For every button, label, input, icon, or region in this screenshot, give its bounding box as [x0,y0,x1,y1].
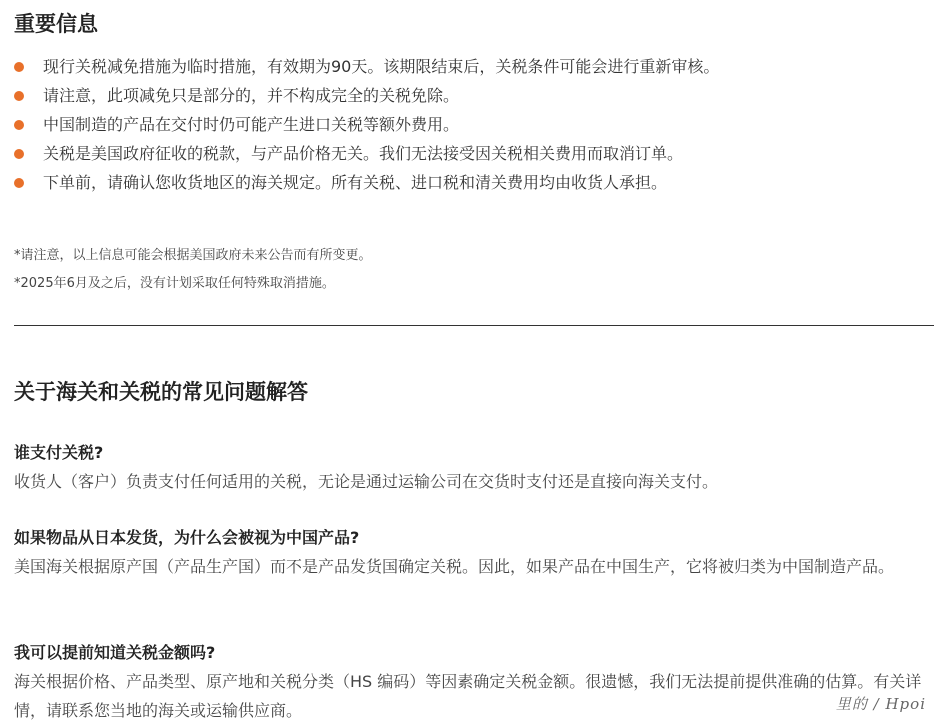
important-info-heading: 重要信息 [14,12,98,36]
faq-heading: 关于海关和关税的常见问题解答 [14,380,308,404]
faq-question: 我可以提前知道关税金额吗? [14,643,216,662]
bullet-dot-icon [14,178,24,188]
bullet-item [14,52,719,81]
bullet-item [14,81,719,110]
faq-answer: 美国海关根据原产国（产品生产国）而不是产品发货国确定关税。因此，如果产品在中国生产，它将被归类为中国制造产品。 [14,557,895,576]
bullet-item [14,139,719,168]
faq-question: 如果物品从日本发货，为什么会被视为中国产品? [14,528,360,547]
footnote: *2025年6月及之后，没有计划采取任何特殊取消措施。 [14,276,335,291]
bullet-text: 现行关税减免措施为临时措施，有效期为90天。该期限结束后，关税条件可能会进行重新审核。 [43,57,720,76]
bullet-text: 中国制造的产品在交付时仍可能产生进口关税等额外费用。 [43,115,460,134]
section-divider [14,325,934,326]
faq-answer: 收货人（客户）负责支付任何适用的关税，无论是通过运输公司在交货时支付还是直接向海关支付。 [14,472,719,491]
faq-answer: 海关根据价格、产品类型、原产地和关税分类（HS 编码）等因素确定关税金额。很遗憾，我们无法提前提供准确的估算。有关详情，请联系您当地的海关或运输供应商。 [14,672,922,720]
bullet-dot-icon [14,120,24,130]
bullet-text: 关税是美国政府征收的税款，与产品价格无关。我们无法接受因关税相关费用而取消订单。 [43,144,684,163]
bullet-text: 请注意，此项减免只是部分的，并不构成完全的关税免除。 [43,86,460,105]
bullet-item [14,168,719,197]
bullet-dot-icon [14,91,24,101]
bullet-dot-icon [14,62,24,72]
watermark: 里的 / Hpoi [835,695,926,713]
bullet-dot-icon [14,149,24,159]
bullet-text: 下单前，请确认您收货地区的海关规定。所有关税、进口税和清关费用均由收货人承担。 [43,173,668,192]
bullet-item [14,110,719,139]
important-bullet-list [14,52,719,197]
footnote: *请注意，以上信息可能会根据美国政府未来公告而有所变更。 [14,248,372,263]
faq-question: 谁支付关税? [14,443,104,462]
